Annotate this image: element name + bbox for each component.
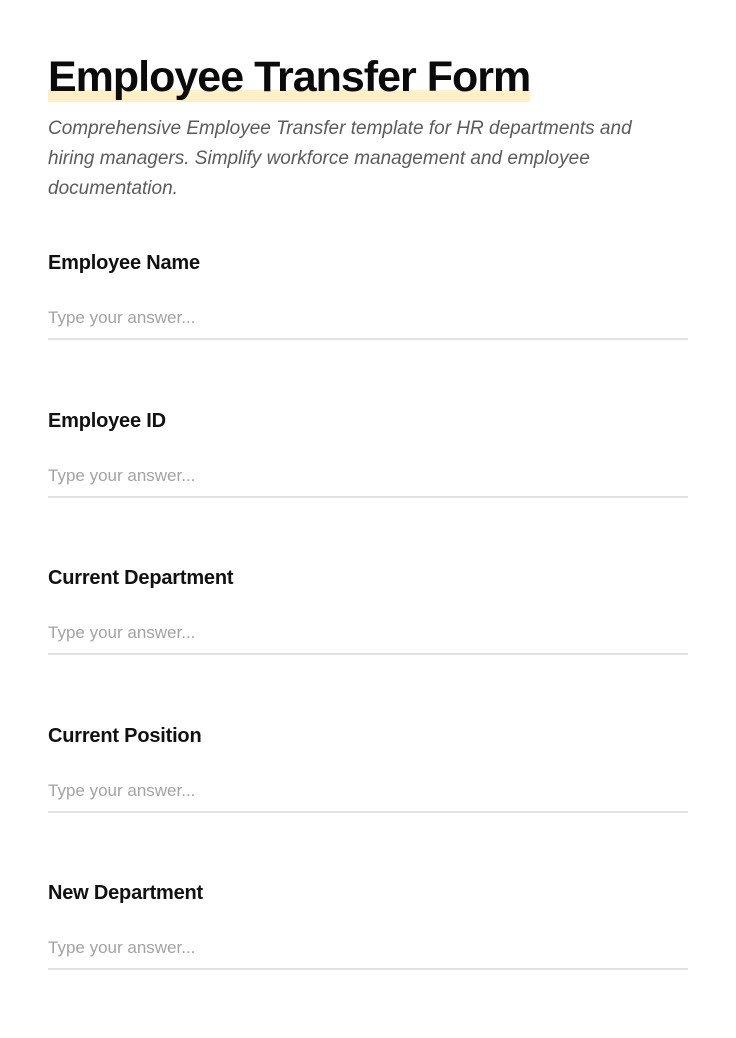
field-employee-id <box>48 408 688 566</box>
employee-name-input[interactable] <box>48 298 688 340</box>
new-department-input[interactable] <box>48 928 688 970</box>
field-new-department <box>48 880 688 1038</box>
field-label-employee-id: Employee ID <box>48 409 166 432</box>
page-title: Employee Transfer Form <box>48 53 531 101</box>
field-label-new-department: New Department <box>48 882 204 904</box>
current-position-input[interactable] <box>48 771 688 813</box>
field-current-position <box>48 723 688 881</box>
form-fields <box>48 250 688 1038</box>
current-department-input[interactable] <box>48 613 688 655</box>
field-employee-name <box>48 250 688 408</box>
employee-id-input[interactable] <box>48 456 688 498</box>
page-subtitle: Comprehensive Employee Transfer template for HR departments and hiring managers. Simplify workforce management and employee documentation. <box>48 118 632 199</box>
form-container <box>48 52 688 1038</box>
field-label-employee-name: Employee Name <box>48 252 200 274</box>
field-label-current-department: Current Department <box>48 567 234 589</box>
field-label-current-position: Current Position <box>48 724 202 747</box>
field-current-department <box>48 565 688 723</box>
page-title-wrapper <box>48 52 530 102</box>
